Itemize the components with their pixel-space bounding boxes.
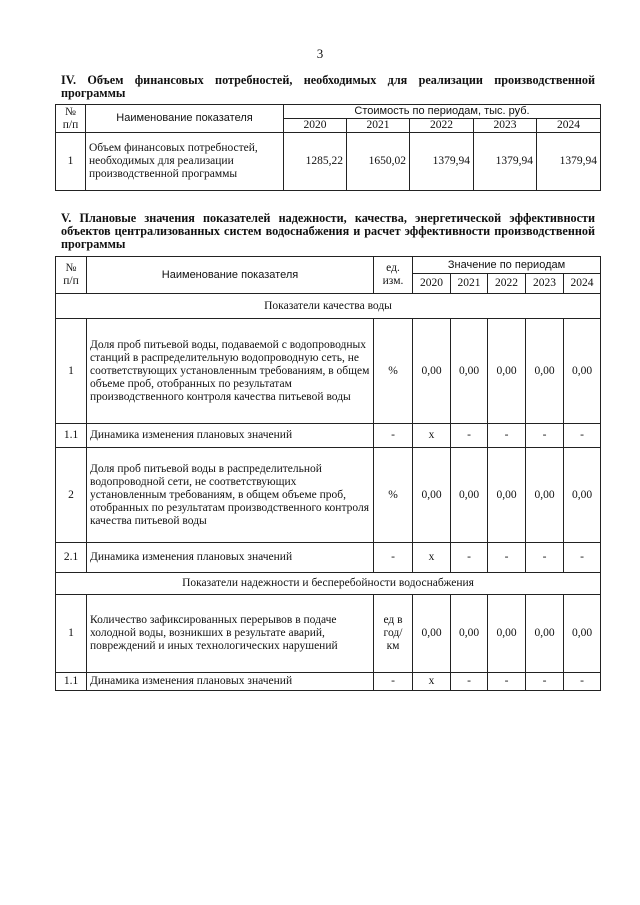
header-num: № п/п bbox=[56, 105, 86, 133]
row-num: 1.1 bbox=[56, 673, 87, 691]
table-row bbox=[56, 424, 601, 448]
row-value: х bbox=[413, 543, 451, 573]
section-5-title: V. Плановые значения показателей надежности, качества, энергетической эффективности объектов централизованных систем водоснабжения и расчет эффективности производственной программы bbox=[61, 211, 595, 251]
row-value: 0,00 bbox=[451, 448, 488, 543]
row-unit: ед в год/ км bbox=[374, 595, 413, 673]
header-year: 2022 bbox=[410, 119, 474, 133]
row-name: Доля проб питьевой воды, подаваемой с водопроводных станций в распределительную водопроводную сеть, не соответствующих установленным требованиям, в общем объеме проб, отобранных по результатам производственного контроля качества питьевой воды bbox=[87, 319, 374, 424]
row-value: - bbox=[564, 424, 601, 448]
row-value: - bbox=[451, 543, 488, 573]
row-num: 1 bbox=[56, 319, 87, 424]
header-name: Наименование показателя bbox=[87, 257, 374, 294]
row-value: 0,00 bbox=[413, 448, 451, 543]
row-value: 0,00 bbox=[488, 595, 526, 673]
row-num: 1 bbox=[56, 595, 87, 673]
header-value-group: Значение по периодам bbox=[413, 257, 601, 274]
row-value: 1285,22 bbox=[284, 133, 347, 191]
row-value: 1379,94 bbox=[410, 133, 474, 191]
row-value: 0,00 bbox=[488, 319, 526, 424]
table-row bbox=[56, 595, 601, 673]
row-num: 2 bbox=[56, 448, 87, 543]
page-number: 3 bbox=[316, 46, 324, 61]
row-value: - bbox=[451, 673, 488, 691]
row-unit: - bbox=[374, 673, 413, 691]
group-title: Показатели качества воды bbox=[56, 294, 601, 319]
header-year: 2021 bbox=[347, 119, 410, 133]
header-unit: ед. изм. bbox=[374, 257, 413, 294]
row-unit: - bbox=[374, 424, 413, 448]
row-value: х bbox=[413, 673, 451, 691]
table-row bbox=[56, 673, 601, 691]
header-year: 2023 bbox=[526, 274, 564, 294]
row-value: х bbox=[413, 424, 451, 448]
table-header-row bbox=[56, 257, 601, 274]
row-name: Динамика изменения плановых значений bbox=[87, 424, 374, 448]
row-value: 0,00 bbox=[451, 319, 488, 424]
row-value: 0,00 bbox=[526, 448, 564, 543]
header-year: 2024 bbox=[537, 119, 601, 133]
row-value: 0,00 bbox=[413, 319, 451, 424]
row-num: 1 bbox=[56, 133, 86, 191]
header-year: 2024 bbox=[564, 274, 601, 294]
row-name: Доля проб питьевой воды в распределительной водопроводной сети, не соответствующих установленным требованиям, в общем объеме проб, отобранных по результатам производственного контроля качества питьевой воды bbox=[87, 448, 374, 543]
row-unit: % bbox=[374, 319, 413, 424]
header-year: 2021 bbox=[451, 274, 488, 294]
row-value: 0,00 bbox=[526, 595, 564, 673]
header-year: 2023 bbox=[474, 119, 537, 133]
row-value: - bbox=[564, 673, 601, 691]
section-4-title: IV. Объем финансовых потребностей, необходимых для реализации производственной программы bbox=[61, 73, 595, 100]
table-row bbox=[56, 448, 601, 543]
header-year: 2020 bbox=[413, 274, 451, 294]
row-value: - bbox=[526, 673, 564, 691]
header-num: № п/п bbox=[56, 257, 87, 294]
indicators-table bbox=[55, 256, 601, 691]
header-cost-group: Стоимость по периодам, тыс. руб. bbox=[284, 105, 601, 119]
row-name: Динамика изменения плановых значений bbox=[87, 543, 374, 573]
row-name: Динамика изменения плановых значений bbox=[87, 673, 374, 691]
group-row bbox=[56, 573, 601, 595]
row-value: 0,00 bbox=[526, 319, 564, 424]
group-row bbox=[56, 294, 601, 319]
row-name: Объем финансовых потребностей, необходимых для реализации производственной программы bbox=[86, 133, 284, 191]
row-value: 0,00 bbox=[564, 595, 601, 673]
row-value: - bbox=[526, 543, 564, 573]
row-value: - bbox=[451, 424, 488, 448]
group-title: Показатели надежности и бесперебойности водоснабжения bbox=[56, 573, 601, 595]
table-row bbox=[56, 133, 601, 191]
row-value: - bbox=[488, 543, 526, 573]
row-value: - bbox=[488, 673, 526, 691]
row-value: - bbox=[526, 424, 564, 448]
row-value: 0,00 bbox=[564, 319, 601, 424]
row-num: 2.1 bbox=[56, 543, 87, 573]
row-value: - bbox=[488, 424, 526, 448]
row-value: 1379,94 bbox=[474, 133, 537, 191]
row-num: 1.1 bbox=[56, 424, 87, 448]
row-name: Количество зафиксированных перерывов в подаче холодной воды, возникших в результате аварий, повреждений и иных технологических нарушений bbox=[87, 595, 374, 673]
row-value: 1379,94 bbox=[537, 133, 601, 191]
row-value: - bbox=[564, 543, 601, 573]
row-value: 0,00 bbox=[413, 595, 451, 673]
row-unit: - bbox=[374, 543, 413, 573]
financial-needs-table bbox=[55, 104, 601, 191]
row-unit: % bbox=[374, 448, 413, 543]
table-header-row bbox=[56, 105, 601, 119]
header-year: 2020 bbox=[284, 119, 347, 133]
header-year: 2022 bbox=[488, 274, 526, 294]
header-name: Наименование показателя bbox=[86, 105, 284, 133]
row-value: 0,00 bbox=[488, 448, 526, 543]
table-row bbox=[56, 543, 601, 573]
row-value: 1650,02 bbox=[347, 133, 410, 191]
row-value: 0,00 bbox=[564, 448, 601, 543]
table-row bbox=[56, 319, 601, 424]
row-value: 0,00 bbox=[451, 595, 488, 673]
